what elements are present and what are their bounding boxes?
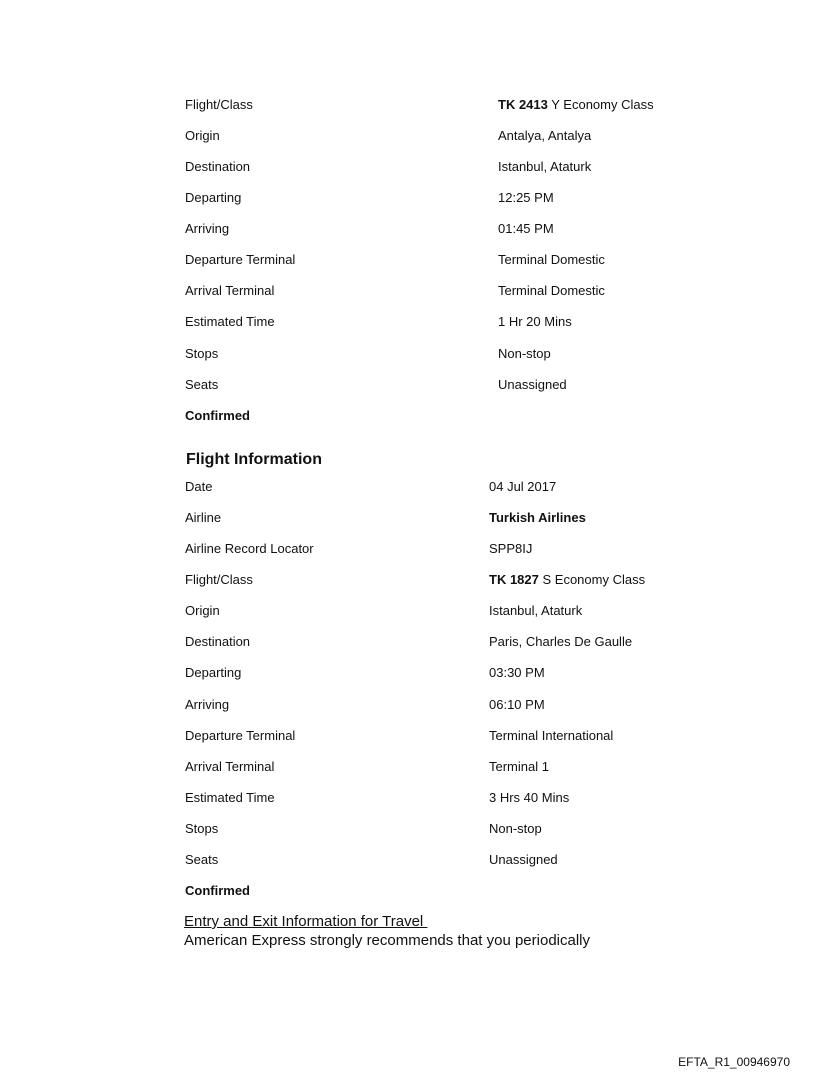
row-label: Estimated Time (185, 314, 275, 329)
row-value: Non-stop (498, 346, 551, 361)
segment2-row-seats (185, 851, 745, 869)
segment1-row-seats (185, 376, 745, 394)
row-label: Seats (185, 852, 219, 867)
row-label: Arriving (185, 221, 230, 236)
segment2-row-origin (185, 602, 745, 620)
segment2-row-estimated-time (185, 789, 745, 807)
row-label: Departure Terminal (185, 728, 296, 743)
segment1-row-arriving (185, 220, 745, 238)
row-value: Paris, Charles De Gaulle (489, 634, 633, 649)
flight-class: Y Economy Class (547, 97, 654, 112)
segment2-row-departure-terminal (185, 727, 745, 745)
entry-exit-text: American Express strongly recommends that you periodically (184, 932, 591, 949)
row-value: Terminal Domestic (498, 252, 605, 267)
row-value: Terminal International (489, 728, 614, 743)
segment2-row-departing (185, 664, 745, 682)
segment1-row-estimated-time (185, 313, 745, 331)
row-value: Turkish Airlines (489, 510, 586, 525)
row-label: Arrival Terminal (185, 283, 275, 298)
row-label: Arrival Terminal (185, 759, 275, 774)
row-label: Airline (185, 510, 222, 525)
row-label: Destination (185, 634, 251, 649)
row-label: Estimated Time (185, 790, 275, 805)
row-value: 03:30 PM (489, 665, 545, 680)
row-label: Departing (185, 665, 242, 680)
flight-class: S Economy Class (538, 572, 646, 587)
row-value: 3 Hrs 40 Mins (489, 790, 570, 805)
flight-number: TK 1827 (489, 572, 539, 587)
row-value: Non-stop (489, 821, 542, 836)
segment2-row-flight-class (185, 571, 745, 589)
segment2-row-record-locator (185, 540, 745, 558)
flight-number: TK 2413 (498, 97, 548, 112)
row-value: 12:25 PM (498, 190, 554, 205)
row-value: Unassigned (489, 852, 558, 867)
row-label: Date (185, 479, 213, 494)
row-value: SPP8IJ (489, 541, 533, 556)
row-value (498, 96, 654, 114)
segment2-row-date (185, 478, 745, 496)
row-value: Terminal 1 (489, 759, 549, 774)
segment2-row-stops (185, 820, 745, 838)
row-value: 04 Jul 2017 (489, 479, 557, 494)
row-label: Stops (185, 821, 219, 836)
row-value: 01:45 PM (498, 221, 554, 236)
segment1-row-stops (185, 345, 745, 363)
row-label: Origin (185, 603, 220, 618)
segment1-row-origin (185, 127, 745, 145)
flight-information-heading: Flight Information (186, 451, 322, 468)
row-value: Antalya, Antalya (498, 128, 592, 143)
segment2-row-destination (185, 633, 745, 651)
row-label: Flight/Class (185, 572, 253, 587)
segment2-row-arriving (185, 696, 745, 714)
row-label: Airline Record Locator (185, 541, 314, 556)
row-value: Terminal Domestic (498, 283, 605, 298)
row-label: Flight/Class (185, 97, 253, 112)
document-id: EFTA_R1_00946970 (678, 1055, 790, 1069)
segment1-row-departing (185, 189, 745, 207)
segment2-status: Confirmed (185, 883, 250, 898)
segment1-status: Confirmed (185, 408, 250, 423)
segment2-row-airline (185, 509, 745, 527)
row-label: Stops (185, 346, 219, 361)
row-value: Istanbul, Ataturk (489, 603, 583, 618)
row-label: Destination (185, 159, 251, 174)
row-label: Arriving (185, 697, 230, 712)
row-label: Departure Terminal (185, 252, 296, 267)
segment1-row-arrival-terminal (185, 282, 745, 300)
row-value (489, 571, 645, 589)
segment2-row-arrival-terminal (185, 758, 745, 776)
row-label: Origin (185, 128, 220, 143)
segment1-row-departure-terminal (185, 251, 745, 269)
segment1-row-flight-class (185, 96, 745, 114)
row-label: Seats (185, 377, 219, 392)
segment1-row-destination (185, 158, 745, 176)
row-value: Istanbul, Ataturk (498, 159, 592, 174)
row-value: 1 Hr 20 Mins (498, 314, 572, 329)
row-label: Departing (185, 190, 242, 205)
row-value: 06:10 PM (489, 697, 545, 712)
entry-exit-title: Entry and Exit Information for Travel (184, 913, 428, 930)
row-value: Unassigned (498, 377, 567, 392)
